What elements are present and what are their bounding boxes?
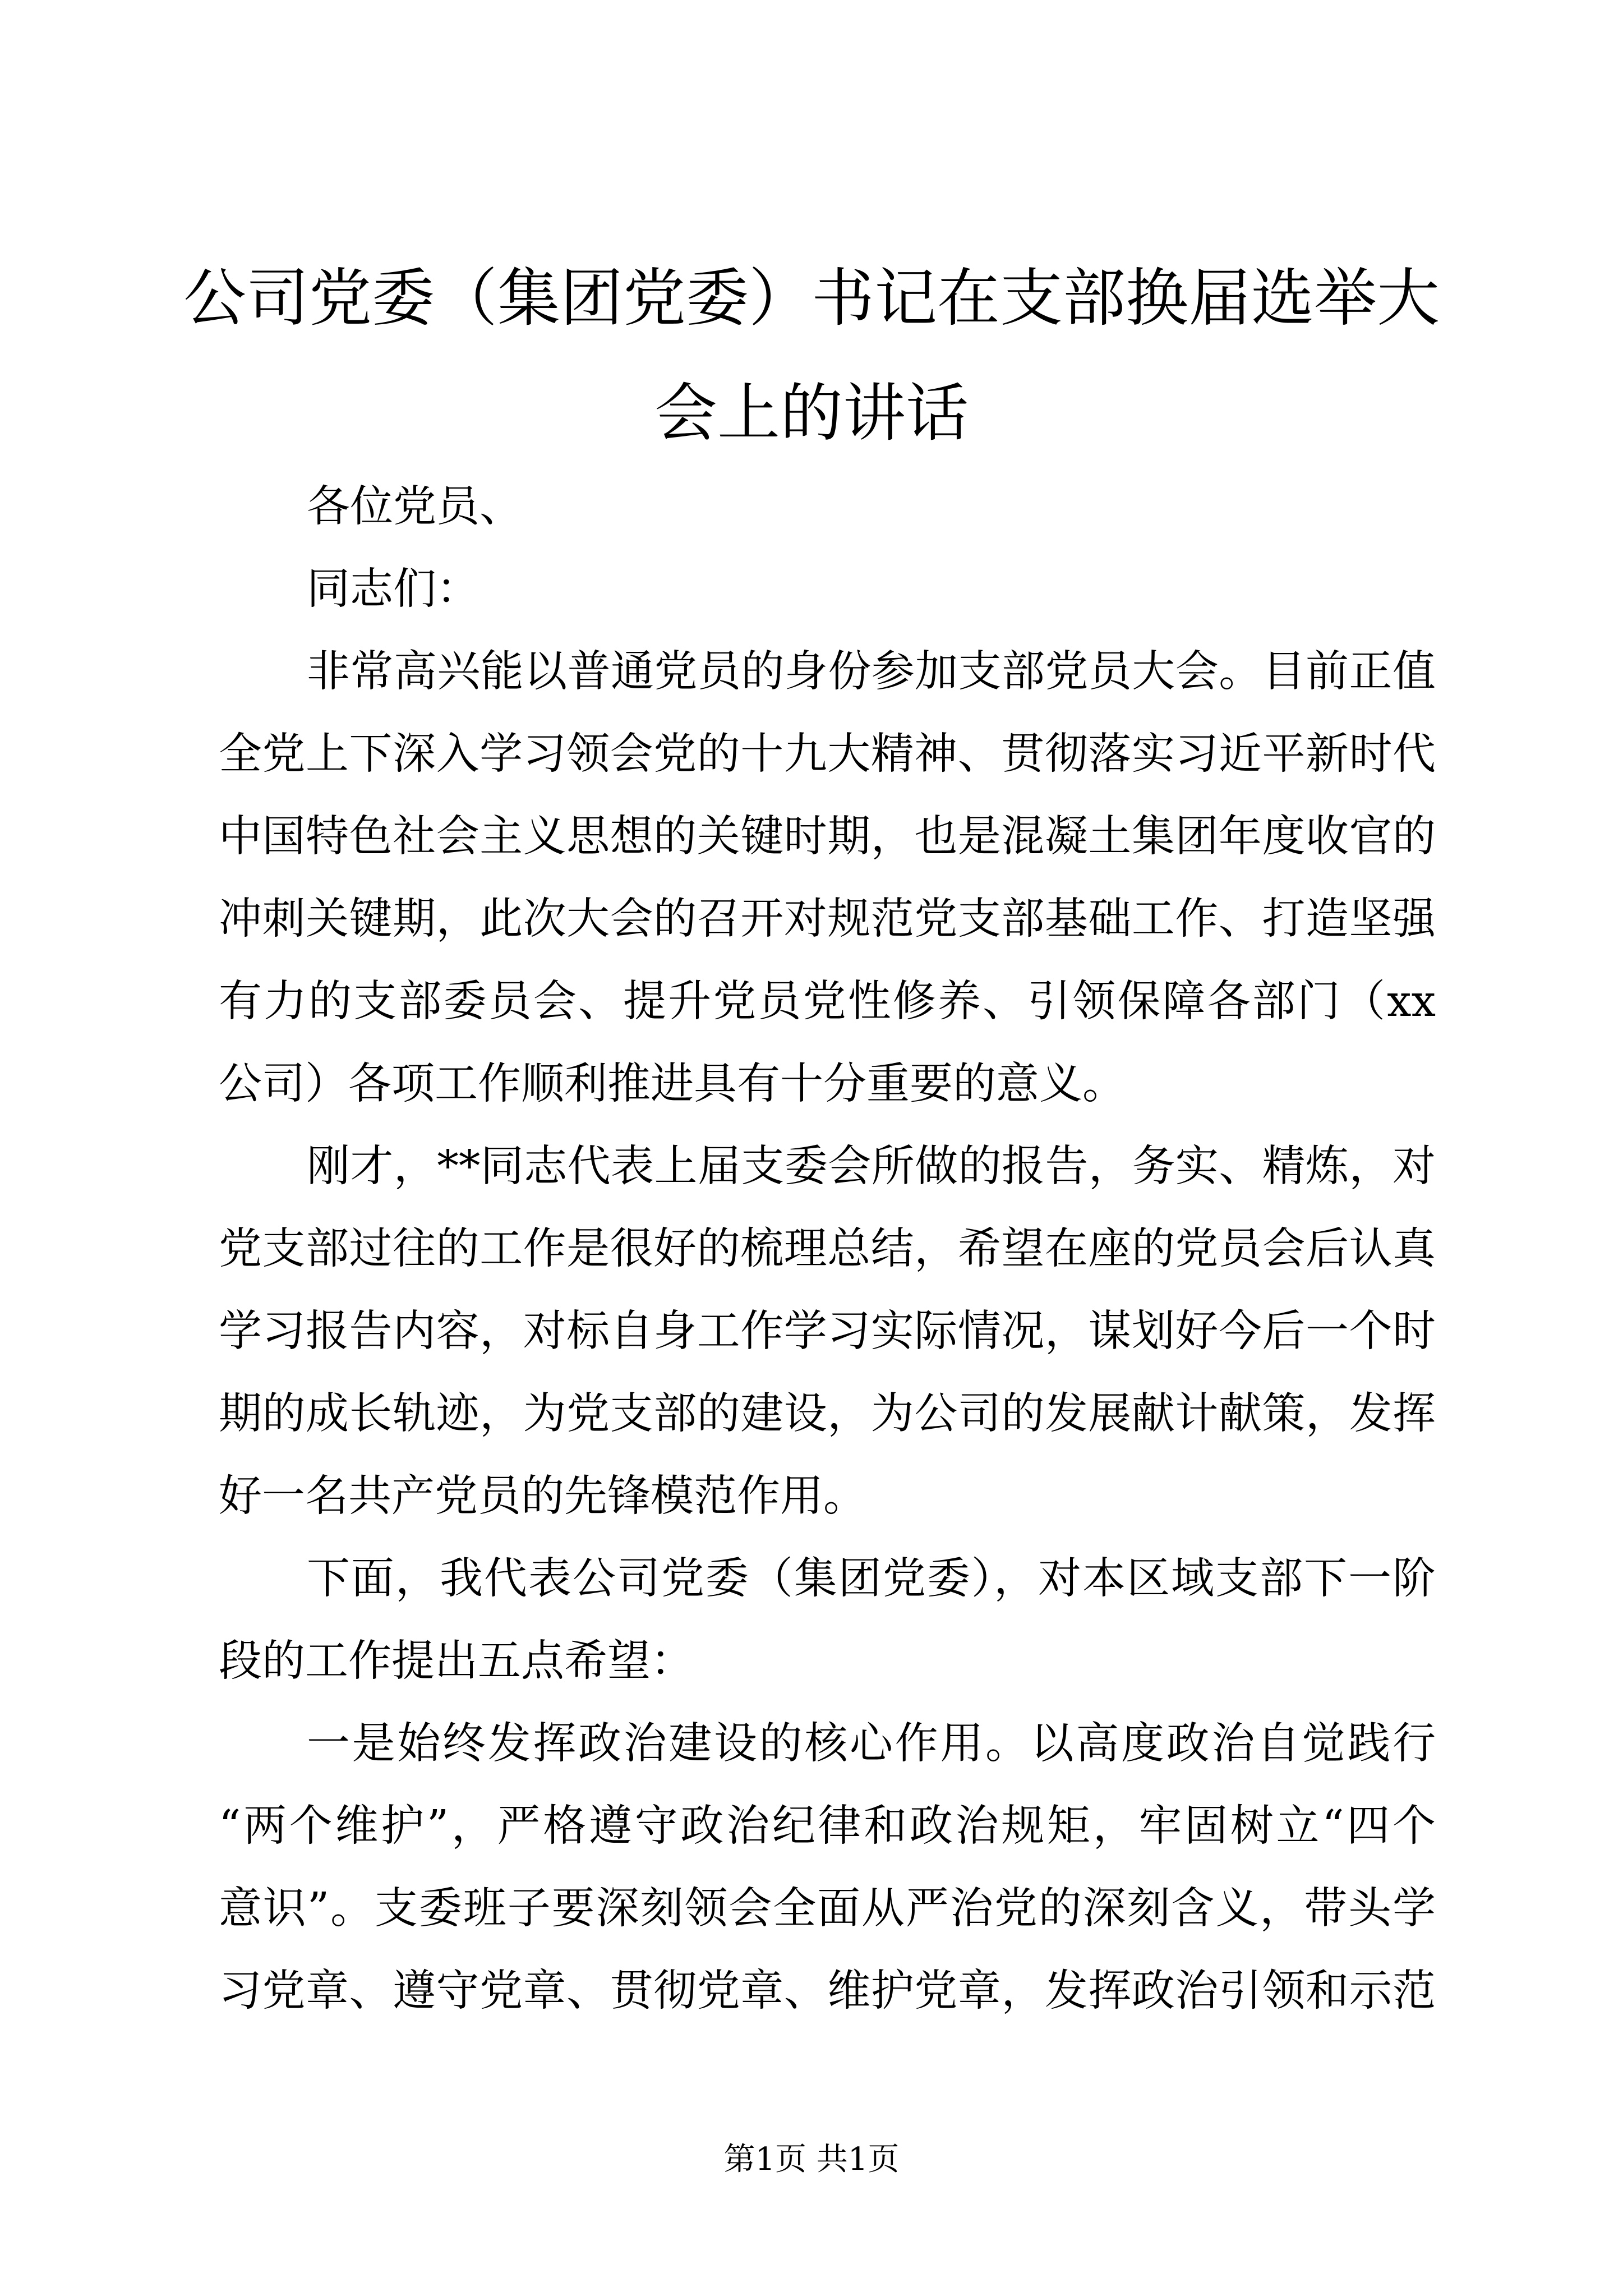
text-line: 非常高兴能以普通党员的身份参加支部党员大会。目前正值 xyxy=(307,647,1436,697)
text-line: 学习报告内容，对标自身工作学习实际情况，谋划好今后一个时 xyxy=(219,1306,1436,1356)
text-line: 中国特色社会主义思想的关键时期，也是混凝土集团年度收官的 xyxy=(219,812,1436,862)
document-title xyxy=(168,241,1455,471)
paragraph xyxy=(219,1125,1436,1538)
text-line: 党支部过往的工作是很好的梳理总结，希望在座的党员会后认真 xyxy=(219,1224,1436,1274)
text-line: 全党上下深入学习领会党的十九大精神、贯彻落实习近平新时代 xyxy=(219,729,1436,779)
text-line: 习党章、遵守党章、贯彻党章、维护党章，发挥政治引领和示范 xyxy=(219,1966,1436,2016)
text-line: 有力的支部委员会、提升党员党性修养、引领保障各部门（xx xyxy=(219,977,1436,1027)
text-line: 各位党员、 xyxy=(307,482,523,532)
title-line-2: 会上的讲话 xyxy=(654,377,969,450)
text-line: 冲刺关键期，此次大会的召开对规范党支部基础工作、打造坚强 xyxy=(219,894,1436,944)
text-line: 好一名共产党员的先锋模范作用。 xyxy=(219,1471,866,1521)
text-line: 下面，我代表公司党委（集团党委），对本区域支部下一阶 xyxy=(307,1554,1436,1604)
text-line: 一是始终发挥政治建设的核心作用。以高度政治自觉践行 xyxy=(307,1719,1436,1769)
paragraph xyxy=(219,548,1436,631)
title-line-1: 公司党委（集团党委）书记在支部换届选举大 xyxy=(183,262,1440,335)
text-line: 期的成长轨迹，为党支部的建设，为公司的发展献计献策，发挥 xyxy=(219,1389,1436,1439)
text-line: 刚才，**同志代表上届支委会所做的报告，务实、精炼，对 xyxy=(307,1142,1436,1191)
paragraph xyxy=(219,1703,1436,2032)
text-line: “两个维护”，严格遵守政治纪律和政治规矩，牢固树立“四个 xyxy=(219,1801,1436,1851)
document-body xyxy=(219,466,1436,2032)
text-line: 段的工作提出五点希望： xyxy=(219,1636,694,1686)
page-footer: 第1页 共1页 xyxy=(723,2141,900,2178)
text-line: 同志们： xyxy=(307,564,479,614)
text-line: 公司）各项工作顺利推进具有十分重要的意义。 xyxy=(219,1059,1126,1109)
paragraph xyxy=(219,631,1436,1125)
paragraph xyxy=(219,1538,1436,1703)
text-line: 意识”。支委班子要深刻领会全面从严治党的深刻含义，带头学 xyxy=(219,1884,1436,1934)
paragraph xyxy=(219,466,1436,548)
